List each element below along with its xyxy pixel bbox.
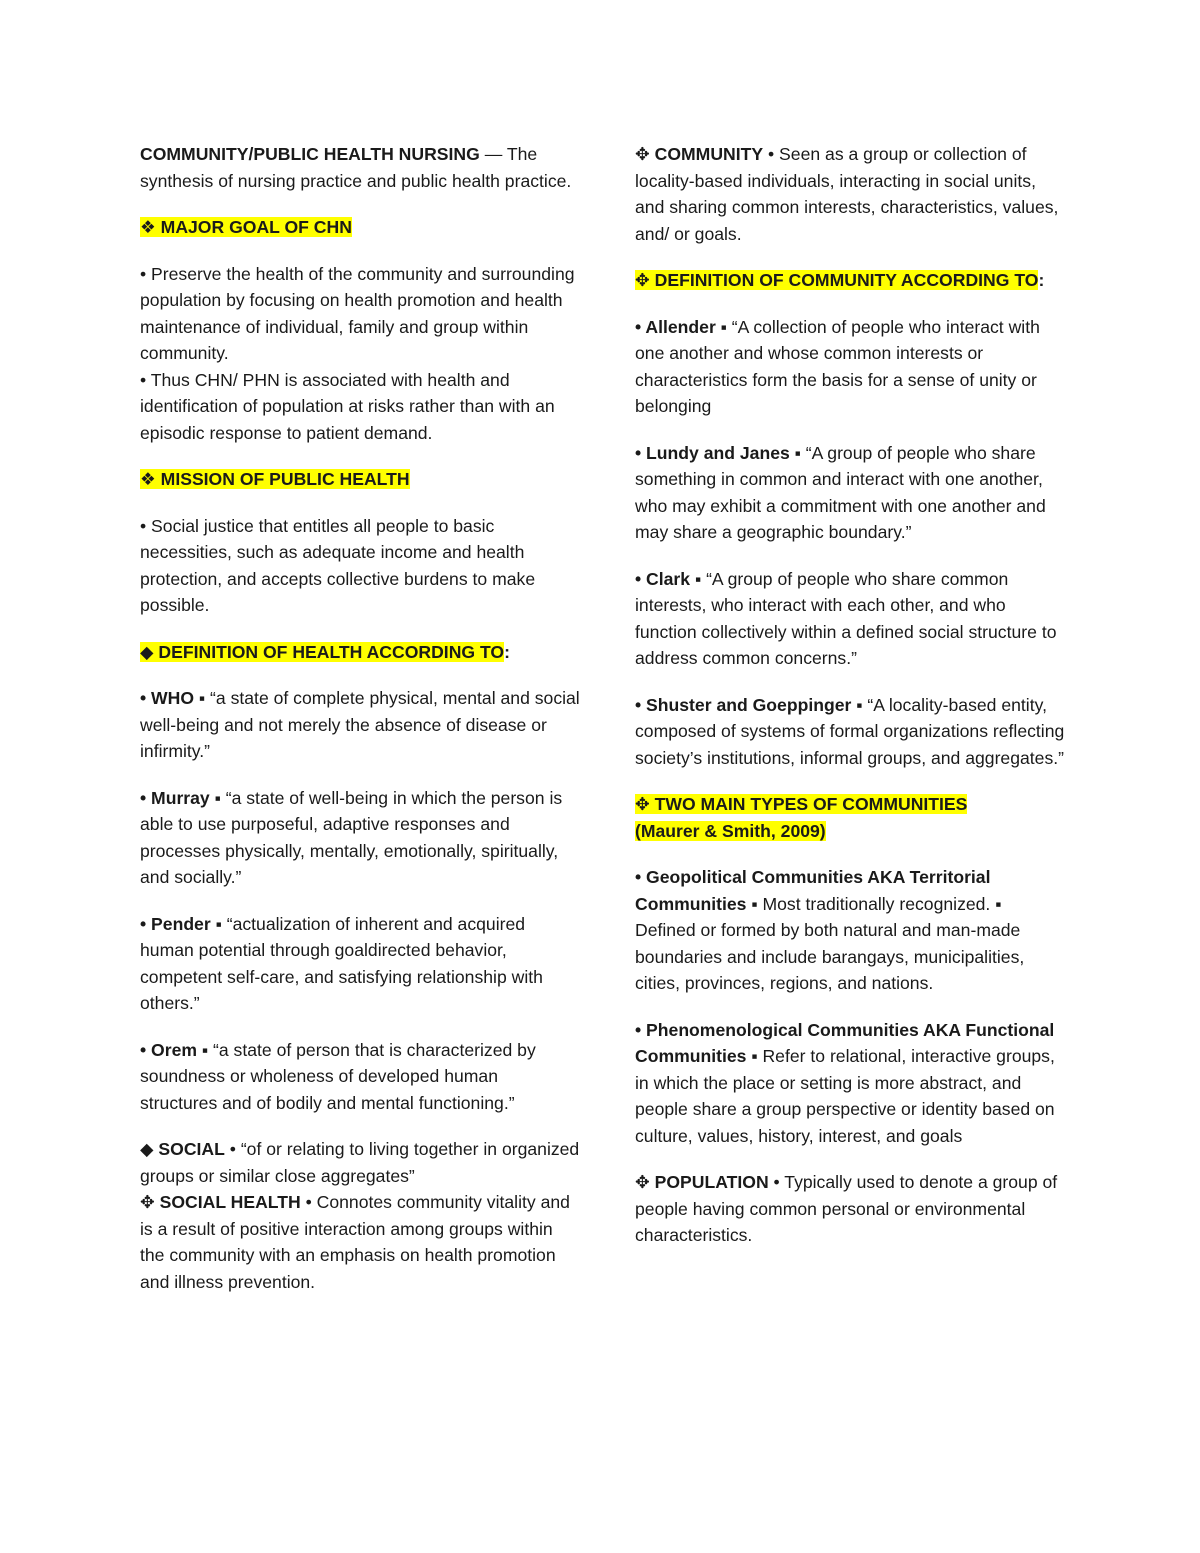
clark-definition (635, 566, 1065, 672)
clark-text: ▪ “A group of people who share common interests, who interact with each other, and who function collectively within a defined social structure to address common concerns.” (635, 568, 1057, 668)
intro-paragraph (140, 141, 580, 194)
right-column (635, 141, 1065, 1269)
social-definition (140, 1136, 580, 1189)
major-goal-bullet-1: • Preserve the health of the community and surrounding population by focusing on health promotion and health maintenance of individual, family and group within community. (140, 263, 575, 363)
pender-name: • Pender (140, 913, 211, 934)
social-name: ◆ SOCIAL (140, 1139, 225, 1159)
shuster-definition (635, 692, 1065, 772)
mission-heading-line (140, 466, 580, 493)
orem-definition (140, 1037, 580, 1117)
community-def-heading: ✥ DEFINITION OF COMMUNITY ACCORDING TO (635, 270, 1039, 290)
phenomenological-name: • Phenomenological Communities AKA Functional Communities (635, 1019, 1055, 1066)
mission-heading: ❖ MISSION OF PUBLIC HEALTH (140, 469, 410, 489)
health-def-heading: ◆ DEFINITION OF HEALTH ACCORDING TO (140, 641, 505, 662)
types-heading-line (635, 791, 1065, 844)
intro-text: — The synthesis of nursing practice and public health practice. (140, 144, 572, 191)
geopolitical-text: ▪ Most traditionally recognized. ▪ Defined or formed by both natural and man-made boundaries and include barangays, municipalities, cities, provinces, regions, and nations. (635, 893, 1025, 993)
mission-bullet-1: • Social justice that entitles all people to basic necessities, such as adequate income and health protection, and accepts collective burdens to make possible. (140, 515, 536, 615)
major-goal-heading: ❖ MAJOR GOAL OF CHN (140, 217, 352, 237)
phenomenological-definition (635, 1017, 1065, 1150)
population-text: • Typically used to denote a group of people having common personal or environmental characteristics. (635, 1172, 1058, 1245)
who-text: ▪ “a state of complete physical, mental and social well-being and not merely the absence of disease or infirmity.” (140, 688, 580, 761)
allender-text: ▪ “A collection of people who interact with one another and whose common interests or characteristics form the basis for a sense of unity or belonging (635, 316, 1040, 416)
major-goal-bullet-2: • Thus CHN/ PHN is associated with health and identification of population at risks rather than with an episodic response to patient demand. (140, 369, 555, 443)
community-text: • Seen as a group or collection of locality-based individuals, interacting in social units, and sharing common interests, characteristics, values, and/ or goals. (635, 144, 1059, 244)
phenomenological-text: ▪ Refer to relational, interactive groups, in which the place or setting is more abstract, and people share a group perspective or identity based on culture, values, history, interest, and goals (635, 1046, 1055, 1146)
orem-name: • Orem (140, 1039, 198, 1060)
left-column (140, 141, 580, 1315)
allender-name: • Allender (635, 316, 716, 337)
intro-title: COMMUNITY/PUBLIC HEALTH NURSING (140, 144, 480, 164)
community-name: ✥ COMMUNITY (635, 144, 764, 164)
murray-text: ▪ “a state of well-being in which the person is able to use purposeful, adaptive responses and processes physically, mentally, emotionally, spiritually, and socially.” (140, 787, 563, 887)
major-goal-heading-line (140, 214, 580, 241)
pender-text: ▪ “actualization of inherent and acquired human potential through goaldirected behavior, competent self-care, and satisfying relationship with others.” (140, 913, 543, 1013)
health-def-heading-line (140, 639, 580, 666)
shuster-text: ▪ “A locality-based entity, composed of systems of formal organizations reflecting society’s institutions, informal groups, and aggregates.” (635, 694, 1065, 768)
social-text: • “of or relating to living together in organized groups or similar close aggregates” (140, 1139, 580, 1186)
clark-name: • Clark (635, 568, 691, 589)
types-heading: ✥ TWO MAIN TYPES OF COMMUNITIES (635, 794, 968, 814)
community-definition (635, 141, 1065, 247)
lundy-name: • Lundy and Janes (635, 442, 790, 463)
who-definition (140, 685, 580, 765)
lundy-definition (635, 440, 1065, 546)
social-health-definition (140, 1189, 580, 1295)
types-heading-citation: (Maurer & Smith, 2009) (635, 820, 826, 841)
who-name: • WHO (140, 688, 195, 708)
murray-name: • Murray (140, 787, 210, 808)
lundy-text: ▪ “A group of people who share something in common and interact with one another, who may exhibit a commitment with one another and may share a geographic boundary.” (635, 442, 1046, 542)
community-def-heading-tail: : (1038, 270, 1045, 290)
community-def-heading-line (635, 267, 1065, 294)
population-name: ✥ POPULATION (635, 1172, 769, 1192)
social-health-text: • Connotes community vitality and is a result of positive interaction among groups within the community with an emphasis on health promotion and illness prevention. (140, 1192, 570, 1292)
health-def-heading-tail: : (504, 641, 510, 662)
murray-definition (140, 785, 580, 891)
geopolitical-name: • Geopolitical Communities AKA Territorial Communities (635, 867, 991, 914)
geopolitical-definition (635, 864, 1065, 997)
pender-definition (140, 911, 580, 1017)
population-definition (635, 1169, 1065, 1249)
social-health-name: ✥ SOCIAL HEALTH (140, 1192, 301, 1212)
shuster-name: • Shuster and Goeppinger (635, 694, 852, 715)
allender-definition (635, 314, 1065, 420)
orem-text: ▪ “a state of person that is characterized by soundness or wholeness of developed human structures and of bodily and mental functioning.” (140, 1039, 536, 1113)
